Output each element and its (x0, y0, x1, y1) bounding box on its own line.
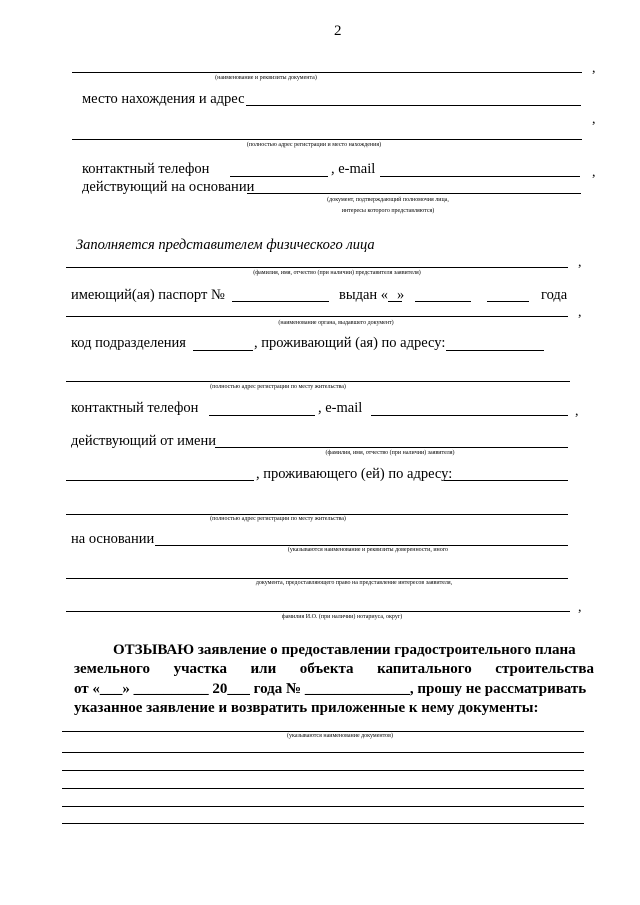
docs-line-6[interactable] (62, 823, 584, 824)
email-line[interactable] (380, 176, 580, 177)
rep-heading: Заполняется представителем физического лица (76, 237, 375, 253)
caption-issuer: (наименование органа, выдавшего документ) (278, 320, 394, 326)
page-number: 2 (334, 23, 342, 39)
caption-rep-basis-3: фамилия И.О. (при наличии) нотариуса, округ) (281, 614, 403, 620)
issued-month-line[interactable] (415, 301, 471, 302)
code-line[interactable] (193, 350, 253, 351)
caption-rep-basis-2: документа, предоставляющего право на представление интересов заявителя, (255, 580, 453, 586)
revoke-word: капитального (377, 661, 472, 677)
on-behalf-label: действующий от имени (71, 433, 216, 449)
rep-email-label: , e-mail (318, 400, 363, 416)
issued-year-line[interactable] (487, 301, 529, 302)
living-line[interactable] (446, 350, 544, 351)
applicant-cont-line[interactable] (66, 480, 254, 481)
comma: , (592, 112, 596, 127)
revoke-line-1: ОТЗЫВАЮ заявление о предоставлении градостроительного плана (113, 642, 576, 658)
basis-label: действующий на основании (82, 179, 255, 195)
docs-line-4[interactable] (62, 788, 584, 789)
caption-doc-name: (наименование и реквизиты документа) (215, 75, 317, 81)
issued-label: выдан « (339, 287, 389, 303)
on-behalf-line[interactable] (215, 447, 568, 448)
revoke-word: участка (173, 661, 227, 677)
caption-address: (полностью адрес регистрации и место нахождения) (246, 142, 382, 148)
caption-basis-1: (документ, подтверждающий полномочия лица, (327, 197, 449, 203)
comma: , (592, 61, 596, 76)
year-label: года (541, 287, 568, 303)
code-label: код подразделения (71, 335, 186, 351)
rep-basis-label: на основании (71, 531, 155, 547)
applicant-address-line[interactable] (66, 514, 568, 515)
rep-address-line[interactable] (66, 381, 570, 382)
docs-line-1[interactable] (62, 731, 584, 732)
rep-name-line[interactable] (66, 267, 568, 268)
revoke-line-4: указанное заявление и возвратить приложенные к нему документы: (74, 700, 539, 716)
caption-rep-basis-1: (указываются наименование и реквизиты доверенности, иного (287, 547, 449, 553)
basis-line[interactable] (247, 193, 581, 194)
phone-label: контактный телефон (82, 161, 210, 177)
caption-docs: (указываются наименование документов) (287, 733, 393, 739)
revoke-word: земельного (74, 661, 150, 677)
issuer-line[interactable] (66, 316, 568, 317)
doc-name-line[interactable] (72, 72, 582, 73)
revoke-word: объекта (299, 661, 354, 677)
revoke-line-2 (74, 662, 594, 677)
phone-line[interactable] (230, 176, 328, 177)
revoke-word: строительства (495, 661, 594, 677)
caption-rep-address: (полностью адрес регистрации по месту жительства) (210, 384, 346, 390)
revoke-line-3: от «___» __________ 20___ года № ______________, прошу не рассматривать (74, 681, 587, 697)
comma: , (578, 255, 582, 270)
docs-line-2[interactable] (62, 752, 584, 753)
comma: , (578, 600, 582, 615)
living2-line[interactable] (444, 480, 568, 481)
revoke-word: или (250, 661, 277, 677)
passport-label: имеющий(ая) паспорт № (71, 287, 225, 303)
living2-label: , проживающего (ей) по адресу: (256, 466, 453, 482)
email-label: , e-mail (331, 161, 376, 177)
notary-line[interactable] (66, 611, 570, 612)
comma: , (592, 165, 596, 180)
address-line[interactable] (246, 105, 581, 106)
rep-phone-line[interactable] (209, 415, 315, 416)
caption-rep-name: (фамилия, имя, отчество (при наличии) представителя заявителя) (253, 270, 421, 276)
caption-basis-2: интересы которого представляются) (341, 208, 435, 214)
passport-number-line[interactable] (232, 301, 329, 302)
address-label: место нахождения и адрес (82, 91, 245, 107)
comma: , (575, 404, 579, 419)
rep-basis-line-2[interactable] (66, 578, 568, 579)
rep-phone-label: контактный телефон (71, 400, 199, 416)
docs-line-5[interactable] (62, 806, 584, 807)
rep-basis-line[interactable] (155, 545, 568, 546)
address-line-2[interactable] (72, 139, 582, 140)
living-label: , проживающий (ая) по адресу: (254, 335, 446, 351)
issued-close: » (397, 287, 405, 303)
comma: , (578, 305, 582, 320)
caption-applicant-address: (полностью адрес регистрации по месту жительства) (210, 516, 346, 522)
rep-email-line[interactable] (371, 415, 568, 416)
caption-applicant: (фамилия, имя, отчество (при наличии) заявителя) (325, 450, 455, 456)
docs-line-3[interactable] (62, 770, 584, 771)
